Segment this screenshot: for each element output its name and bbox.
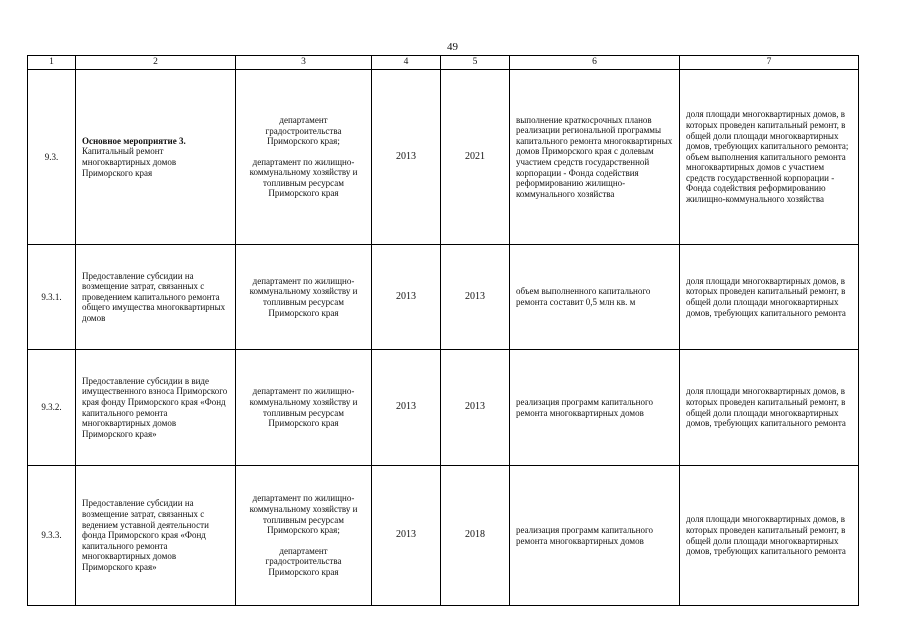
start-year: 2013 bbox=[372, 245, 441, 350]
activities-table bbox=[27, 55, 859, 606]
row-number: 9.3.2. bbox=[28, 350, 76, 466]
indicator: доля площади многоквартирных домов, в которых проведен капитальный ремонт, в общей доли площади многоквартирных домов, требующих капитального ремонта bbox=[680, 350, 859, 466]
activity-name: Предоставление субсидии на возмещение затрат, связанных с ведением уставной деятельности фонда Приморского края «Фонд капитального ремонта многоквартирных домов Приморского края» bbox=[76, 466, 236, 606]
department-text: департамент градостроительства Приморского края; bbox=[265, 114, 342, 147]
table-row bbox=[28, 245, 859, 350]
end-year: 2018 bbox=[441, 466, 510, 606]
end-year: 2021 bbox=[441, 70, 510, 245]
expected-result: реализация программ капитального ремонта многоквартирных домов bbox=[510, 466, 680, 606]
expected-result: реализация программ капитального ремонта многоквартирных домов bbox=[510, 350, 680, 466]
column-header-6: 6 bbox=[510, 56, 680, 70]
start-year: 2013 bbox=[372, 466, 441, 606]
department-text: департамент по жилищно-коммунальному хозяйству и топливным ресурсам Приморского края; bbox=[249, 493, 358, 536]
column-header-5: 5 bbox=[441, 56, 510, 70]
column-header-1: 1 bbox=[28, 56, 76, 70]
activity-name: Предоставление субсидии на возмещение затрат, связанных с проведением капитального ремонта общего имущества многоквартирных домов bbox=[76, 245, 236, 350]
responsible-department: департамент по жилищно-коммунальному хозяйству и топливным ресурсам Приморского края bbox=[236, 350, 372, 466]
column-header-4: 4 bbox=[372, 56, 441, 70]
responsible-department bbox=[236, 466, 372, 606]
responsible-department bbox=[236, 70, 372, 245]
activity-title: Основное мероприятие 3. bbox=[82, 135, 186, 146]
end-year: 2013 bbox=[441, 350, 510, 466]
table-row bbox=[28, 350, 859, 466]
department-text: департамент градостроительства Приморского края bbox=[265, 545, 342, 577]
row-number: 9.3.1. bbox=[28, 245, 76, 350]
activity-name bbox=[76, 70, 236, 245]
column-header-7: 7 bbox=[680, 56, 859, 70]
expected-result: выполнение краткосрочных планов реализации региональной программы капитального ремонта многоквартирных домов Приморского края с долевым участием средств государственной корпорации - Фонда содействия реформированию жилищно-коммунального хозяйства bbox=[510, 70, 680, 245]
activity-name: Предоставление субсидии в виде имущественного взноса Приморского края фонду Приморского края «Фонд капитального ремонта многоквартирных домов Приморского края» bbox=[76, 350, 236, 466]
activity-description: Капитальный ремонт многоквартирных домов Приморского края bbox=[82, 146, 177, 178]
column-header-2: 2 bbox=[76, 56, 236, 70]
column-header-3: 3 bbox=[236, 56, 372, 70]
start-year: 2013 bbox=[372, 350, 441, 466]
expected-result: объем выполненного капитального ремонта составит 0,5 млн кв. м bbox=[510, 245, 680, 350]
department-text: департамент по жилищно-коммунальному хозяйству и топливным ресурсам Приморского края bbox=[249, 156, 358, 199]
row-number: 9.3. bbox=[28, 70, 76, 245]
header-row bbox=[28, 56, 859, 70]
indicator: доля площади многоквартирных домов, в которых проведен капитальный ремонт, в общей доли площади многоквартирных домов, требующих капитального ремонта; объем выполнения капитального ремонта многоквартирных домов с участием средств государственной корпорации - Фонда содействия реформированию жилищно-коммунального хозяйства bbox=[680, 70, 859, 245]
responsible-department: департамент по жилищно-коммунальному хозяйству и топливным ресурсам Приморского края bbox=[236, 245, 372, 350]
indicator: доля площади многоквартирных домов, в которых проведен капитальный ремонт, в общей доли площади многоквартирных домов, требующих капитального ремонта bbox=[680, 466, 859, 606]
page-number: 49 bbox=[447, 41, 458, 53]
indicator: доля площади многоквартирных домов, в которых проведен капитальный ремонт, в общей доли площади многоквартирных домов, требующих капитального ремонта bbox=[680, 245, 859, 350]
end-year: 2013 bbox=[441, 245, 510, 350]
table-row bbox=[28, 70, 859, 245]
row-number: 9.3.3. bbox=[28, 466, 76, 606]
table-row bbox=[28, 466, 859, 606]
start-year: 2013 bbox=[372, 70, 441, 245]
